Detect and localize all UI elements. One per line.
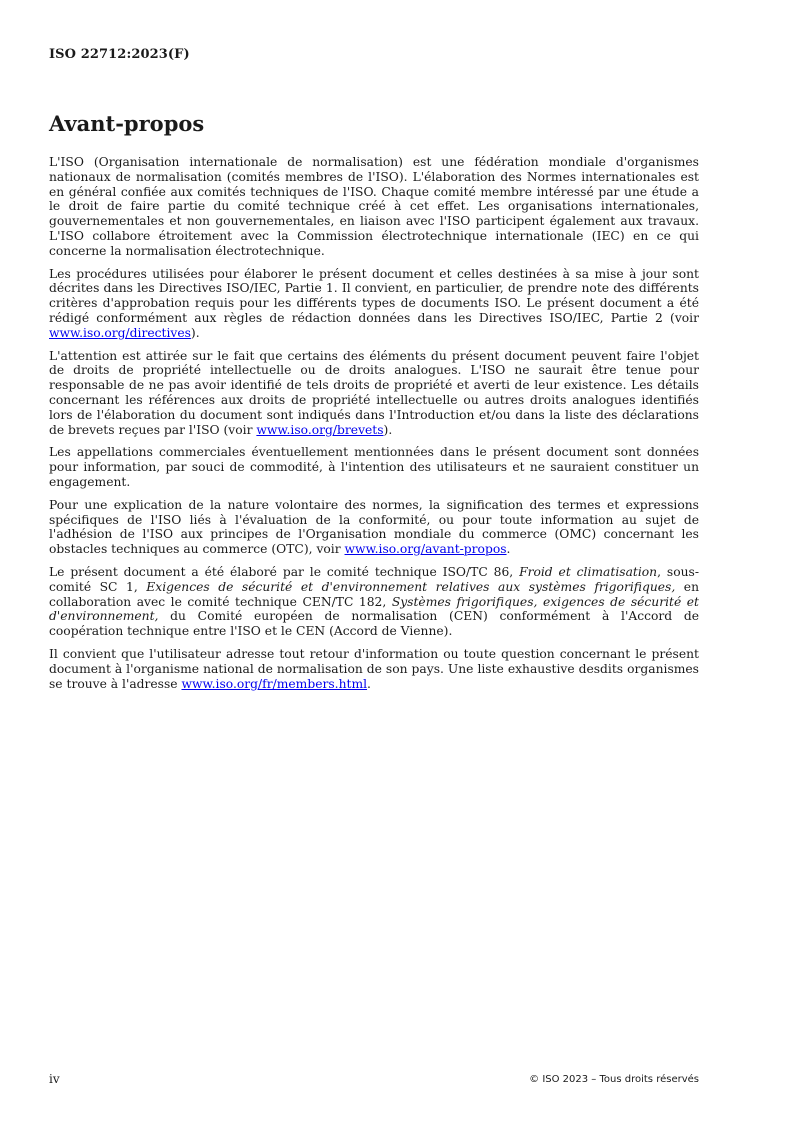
paragraph-text: en collaboration avec le comité technique CEN/TC 182, xyxy=(49,579,699,609)
members-link[interactable]: www.iso.org/fr/members.html xyxy=(181,676,368,691)
cen-committee-name-italic: Systèmes frigorifiques, exigences de sécurité et d'environnement, xyxy=(49,594,699,624)
foreword-body xyxy=(49,155,699,699)
paragraph-text: Les appellations commerciales éventuellement mentionnées dans le présent document sont données pour information, par souci de commodité, à l'intention des utilisateurs et ne sauraient constituer un engagement. xyxy=(49,445,699,489)
paragraph-text: L'attention est attirée sur le fait que certains des éléments du présent document peuvent faire l'objet de droits de propriété intellectuelle ou de droits analogues. L'ISO ne saurait être tenue pour responsable de ne pas avoir identifié de tels droits de propriété et averti de leur existence. Les détails concernant les références aux droits de propriété intellectuelle ou autres droits analogues identifiés lors de l'élaboration du document sont indiqués dans l'Introduction et/ou dans la liste des déclarations de brevets reçues par l'ISO (voir xyxy=(49,348,699,437)
committee-name-italic: Froid et climatisation xyxy=(519,564,658,579)
section-title: Avant-propos xyxy=(49,111,205,136)
paragraph-text: . xyxy=(506,542,511,557)
paragraph-text: Les procédures utilisées pour élaborer le présent document et celles destinées à sa mise à jour sont décrites dans les Directives ISO/IEC, Partie 1. Il convient, en particulier, de prendre note des différents critères d'approbation requis pour les différents types de documents ISO. Le présent document a été rédigé conformément aux règles de rédaction données dans les Directives ISO/IEC, Partie 2 (voir xyxy=(49,266,699,325)
paragraph-trade-names xyxy=(49,445,699,489)
foreword-link[interactable]: www.iso.org/avant-propos xyxy=(344,542,507,557)
paragraph-committee xyxy=(49,565,699,639)
paragraph-iso-organisation xyxy=(49,155,699,259)
paragraph-text: L'ISO (Organisation internationale de normalisation) est une fédération mondiale d'organismes nationaux de normalisation (comités membres de l'ISO). L'élaboration des Normes internationales est en général confiée aux comités techniques de l'ISO. Chaque comité membre intéressé par une étude a le droit de faire partie du comité technique créé à cet effet. Les organisations internationales, gouvernementales et non gouvernementales, en liaison avec l'ISO participent également aux travaux. L'ISO collabore étroitement avec la Commission électrotechnique internationale (IEC) en ce qui concerne la normalisation électrotechnique. xyxy=(49,155,699,258)
paragraph-text: ). xyxy=(190,325,200,340)
paragraph-text: , sous-comité SC 1, xyxy=(49,564,699,594)
page-number: iv xyxy=(49,1072,60,1086)
paragraph-text: ). xyxy=(383,422,393,437)
document-identifier: ISO 22712:2023(F) xyxy=(49,47,190,62)
paragraph-patent-rights xyxy=(49,349,699,438)
subcommittee-name-italic: Exigences de sécurité et d'environnement relatives aux systèmes frigorifiques, xyxy=(146,579,676,594)
patents-link[interactable]: www.iso.org/brevets xyxy=(256,422,384,437)
paragraph-text: du Comité européen de normalisation (CEN) conformément à l'Accord de coopération technique entre l'ISO et le CEN (Accord de Vienne). xyxy=(49,609,699,639)
paragraph-text: Il convient que l'utilisateur adresse tout retour d'information ou toute question concernant le présent document à l'organisme national de normalisation de son pays. Une liste exhaustive desdits organismes se trouve à l'adresse xyxy=(49,646,699,691)
paragraph-text: . xyxy=(367,676,371,691)
paragraph-voluntary-nature xyxy=(49,498,699,557)
paragraph-text: Le présent document a été élaboré par le comité technique ISO/TC 86, xyxy=(49,564,520,579)
paragraph-feedback xyxy=(49,647,699,691)
paragraph-text: Pour une explication de la nature volontaire des normes, la signification des termes et expressions spécifiques de l'ISO liés à l'évaluation de la conformité, ou pour toute information au sujet de l'adhésion de l'ISO aux principes de l'Organisation mondiale du commerce (OMC) concernant les obstacles techniques au commerce (OTC), voir xyxy=(49,497,699,557)
copyright-notice: © ISO 2023 – Tous droits réservés xyxy=(529,1074,699,1085)
paragraph-procedures xyxy=(49,267,699,341)
directives-link[interactable]: www.iso.org/directives xyxy=(49,325,191,340)
